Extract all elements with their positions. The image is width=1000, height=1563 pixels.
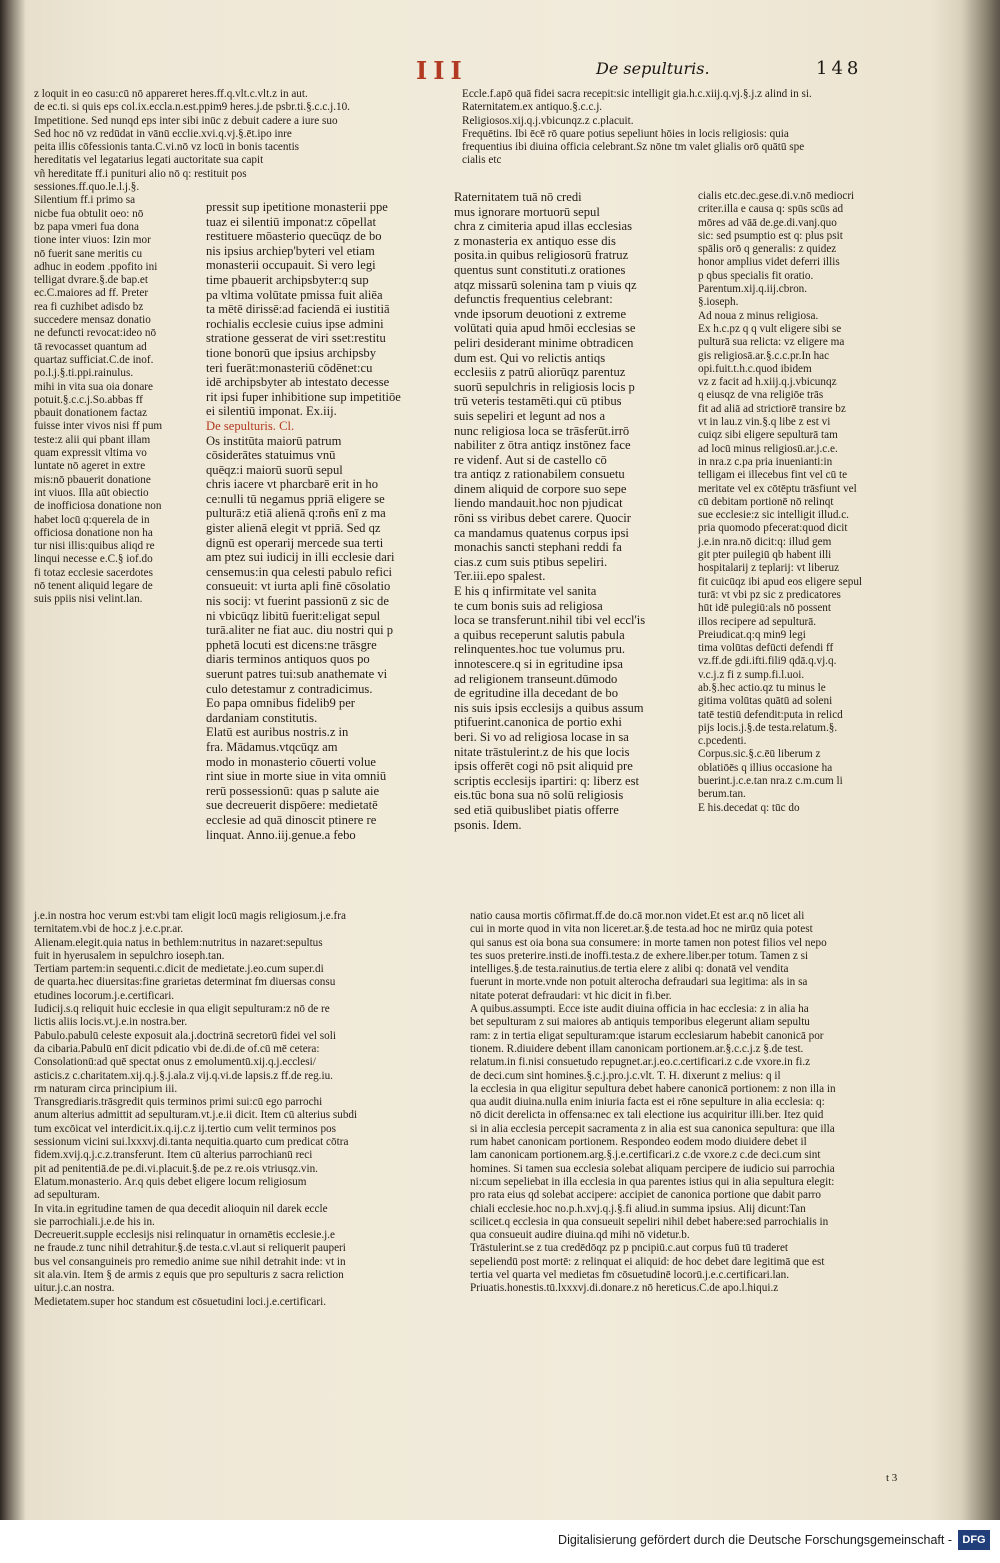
gloss-line: cū debitam portionē nō relinqt bbox=[698, 495, 834, 508]
gloss-line: fuisse inter vivos nisi ff pum bbox=[34, 420, 163, 433]
text-line: pa vltima volūtate pmissa fuit aliēa bbox=[206, 287, 383, 302]
text-line: nis socij: vt fuerint passionū z sic de bbox=[206, 594, 389, 609]
gloss-line: A quibus.assumpti. Ecce iste audit diuina officia in hac ecclesia: z in alia ha bbox=[470, 1003, 809, 1016]
text-line: nis suis ipsis ecclesijs a quibus assum bbox=[454, 700, 644, 715]
text-line: sue decreuerit dispōere: medietatē bbox=[206, 798, 378, 813]
dfg-logo-icon: DFG bbox=[958, 1530, 990, 1550]
gloss-line: habet locū q:querela de in bbox=[34, 513, 150, 526]
gloss-line: Priuatis.honestis.tū.lxxxvj.di.donare.z nō hereticus.C.de apo.l.hiqui.z bbox=[470, 1282, 779, 1295]
gloss-line: telligat dvrare.§.de bap.et bbox=[34, 274, 148, 287]
gloss-line: linqui necesse e.C.§ iof.do bbox=[34, 553, 153, 566]
gloss-line: git pter puilegiū qb habent illi bbox=[698, 549, 832, 562]
gloss-line: ne defuncti revocat:ideo nō bbox=[34, 327, 157, 340]
text-line: suis sepeliri et legunt ad nos a bbox=[454, 408, 606, 423]
text-line: Raternitatem tuā nō credi bbox=[454, 190, 582, 204]
gloss-line: Sed hoc nō vz redūdat in vānū ecclie.xvi.q.vj.§.ēt.ipo inre bbox=[34, 127, 292, 140]
text-line: dinem aliquid de corpore suo sepe bbox=[454, 481, 627, 496]
gloss-line: hereditatis vel legatarius legati auctoritate sua capit bbox=[34, 154, 264, 167]
running-head bbox=[26, 56, 966, 86]
text-line: quēqz:i maiorū suorū sepul bbox=[206, 462, 343, 477]
gloss-line: cui in morte quod in vita non liceret.ar.§.de testa.ad hoc ne mirūz quia potest bbox=[470, 923, 813, 936]
gloss-line: ad sepulturam. bbox=[34, 1189, 100, 1202]
gloss-line: bus vel consanguineis pro remedio anime sue nihil detrahit inde: vt in bbox=[34, 1255, 346, 1268]
text-line: beri. Si vo ad religiosa locase in sa bbox=[454, 729, 629, 744]
gloss-line: tur nisi illis:quibus aliqd re bbox=[34, 540, 155, 553]
gloss-line: tertia vel quarta vel medietas fm cōsuetudinē locorū.j.e.c.certificari.lan. bbox=[470, 1269, 790, 1282]
text-line: innotescere.q si in egritudine ipsa bbox=[454, 657, 623, 671]
text-line: z monasteria ex antiquo esse dis bbox=[454, 233, 616, 248]
text-line: restituere mōasterio quecūqz de bo bbox=[206, 229, 382, 244]
gloss-line: ram: z in tertia eligat sepulturam:que istarum ecclesiarum habebit canonicā por bbox=[470, 1029, 824, 1042]
gloss-line: fi totaz ecclesie sacerdotes bbox=[34, 566, 153, 579]
text-line: psonis. Idem. bbox=[454, 817, 522, 832]
gloss-line: Silentium ff.i primo sa bbox=[34, 194, 136, 207]
gloss-line: in nra.z c.pa pria inuenianti:in bbox=[698, 455, 833, 468]
gloss-line: succedere mensaz donatio bbox=[34, 314, 151, 327]
gloss-line: Decreuerit.supple ecclesijs nisi relinquatur in ornamētis ecclesie.j.e bbox=[34, 1229, 336, 1242]
gloss-line: Alienam.elegit.quia natus in bethlem:nutritus in nazaret:sepultus bbox=[34, 936, 323, 949]
gloss-line: etudines locorum.j.e.certificari. bbox=[34, 989, 175, 1002]
gloss-line: ad locū minus religiosū.ar.j.c.e. bbox=[698, 442, 838, 455]
gloss-line: tione inter viuos: Izin mor bbox=[34, 234, 151, 247]
gloss-line: §.ioseph. bbox=[698, 296, 739, 309]
text-line: Eo papa omnibus fidelib9 per bbox=[206, 696, 355, 711]
gloss-line: hūt idē pulegiū:als nō possent bbox=[698, 602, 831, 615]
gloss-right-top bbox=[462, 88, 902, 168]
gloss-line: Medietatem.super hoc standum est cōsuetudini loci.j.e.certificari. bbox=[34, 1295, 327, 1308]
text-line: cōsiderātes statuimus vnū bbox=[206, 448, 336, 463]
gloss-line: Religiosos.xij.q.j.vbicunqz.z c.placuit. bbox=[462, 114, 634, 127]
gloss-line: spālis orō q generalis: z quidez bbox=[698, 243, 837, 256]
gloss-line: vñ hereditate ff.i punituri alio nō q: restituit pos bbox=[34, 167, 247, 180]
text-line: time pbauerit archipsbyter:q sup bbox=[206, 272, 369, 287]
gloss-line: tes suos preterire.insti.de inoffi.testa.z de exhere.liber.per totum. Tamen z si bbox=[470, 949, 809, 962]
text-line: de egritudine illa decedant de bo bbox=[454, 686, 619, 701]
text-line: ad religionem transeunt.dūmodo bbox=[454, 671, 618, 686]
text-line: censemus:in qua celesti pabulo refici bbox=[206, 564, 393, 579]
gloss-line: Pabulo.pabulū celeste exposuit ala.j.doctrinā secretorū fidei vel soli bbox=[34, 1029, 336, 1042]
text-line: tuaz ei silentiū imponat:z cōpellat bbox=[206, 214, 376, 229]
gloss-line: si in alia ecclesia percepit sacramenta z in alia est sua canonica sepultura: que illa bbox=[470, 1122, 835, 1135]
gloss-line: rum habet canonicam portionem. Respondeo eodem modo diuidere debet il bbox=[470, 1136, 807, 1149]
text-line: monachis sancti stephani reddi fa bbox=[454, 540, 622, 555]
text-line: E his q infirmitate vel sanita bbox=[454, 584, 597, 599]
gloss-line: hospitalarij z teplarij: vt liberuz bbox=[698, 562, 840, 575]
text-line: defunctis frequentius celebrant: bbox=[454, 292, 613, 307]
text-line: pressit sup ipetitione monasterii ppe bbox=[206, 200, 388, 214]
gloss-line: gis religiosā.ar.§.c.c.pr.In hac bbox=[698, 349, 830, 362]
gloss-right-column bbox=[698, 190, 893, 815]
gloss-line: Eccle.f.apō quā fidei sacra recepit:sic intelligit gia.h.c.xiij.q.vj.§.j.z alind in si. bbox=[462, 88, 812, 100]
gloss-line: mōres ad vāā de.ge.di.vanj.quo bbox=[698, 216, 837, 229]
page-edge-shadow bbox=[960, 0, 1000, 1520]
gloss-line: ni:cum sepeliebat in illa ecclesia in qua parentes istius qui in alia sepultura elegit: bbox=[470, 1175, 835, 1188]
gloss-line: nicbe fua obtulit oeo: nō bbox=[34, 207, 144, 220]
gloss-line: Impetitione. Sed nunqd eps inter sibi inūc z debuit cadere a iure suo bbox=[34, 114, 338, 127]
gloss-line: bz papa vmeri fua dona bbox=[34, 220, 139, 233]
text-line: Ter.iii.epo spalest. bbox=[454, 569, 546, 584]
gloss-line: ec.C.maiores ad ff. Preter bbox=[34, 287, 149, 300]
text-line: idē archipsbyter ab intestato decesse bbox=[206, 375, 390, 390]
text-line: pulturā:z etiā alienā q:roñs enī z ma bbox=[206, 506, 386, 521]
footer-credit: Digitalisierung gefördert durch die Deutsche Forschungsgemeinschaft - bbox=[558, 1533, 952, 1547]
gloss-line: telligam ei illecebus fint vel cū te bbox=[698, 469, 848, 482]
gloss-line: sue ecclesie:z sic intelligit illud.c. bbox=[698, 509, 849, 522]
gloss-line: Trāstulerint.se z tua credēdōqz pz p pncipiū.c.aut corpus fuū tū traderet bbox=[470, 1242, 789, 1255]
gloss-line: p qbus specialis fit oratio. bbox=[698, 269, 814, 282]
gloss-line: de quarta.hec diuersitas:fine grarietas determinat fm diuersas consu bbox=[34, 976, 336, 989]
gloss-line: relatum.in fi.nisi consuetudo repugnet.ar.j.eo.c.certificari.z c.de vxore.in fi.z bbox=[470, 1056, 811, 1069]
gloss-line: Iudicij.s.q reliquit huic ecclesie in qua eligit sepulturam:z nō de re bbox=[34, 1003, 330, 1016]
text-line: ipsis offerēt cogi nō psit aliquid pre bbox=[454, 759, 633, 774]
text-line: dignū est operarij mercede sua terti bbox=[206, 535, 384, 550]
text-line: tra antiqz z rationabilem consuetu bbox=[454, 467, 625, 482]
gloss-line: Parentum.xij.q.iij.cbron. bbox=[698, 283, 808, 296]
gloss-line: pit ad penitentiā.de pe.di.vi.placuit.§.de pe.z re.ois vtriusqz.vin. bbox=[34, 1162, 318, 1175]
text-line: Elatū est auribus nostris.z in bbox=[206, 725, 349, 740]
gloss-line: Frequētins. Ibi ēcē rō quare potius sepeliunt hōies in locis religiosis: quia bbox=[462, 127, 789, 140]
gloss-line: tā revocasset quantum ad bbox=[34, 340, 147, 353]
gloss-line: potuit.§.c.c.j.So.abbas ff bbox=[34, 393, 143, 406]
text-line: suerunt patres tui:sub anathemate vi bbox=[206, 667, 388, 681]
gloss-bottom-left bbox=[34, 910, 454, 1309]
gloss-line: pbauit donationem factaz bbox=[34, 407, 148, 420]
text-line: mus ignorare mortuorū sepul bbox=[454, 204, 600, 219]
gloss-line: q eiusqz de vna religiōe trās bbox=[698, 389, 824, 402]
signature-mark: t 3 bbox=[886, 1472, 898, 1484]
gloss-line: qua audit diuina.nulla enim iniuria facta est ei rōne sepulture in alia ecclesia: q: bbox=[470, 1096, 825, 1109]
text-line: chris iacere vt pharcbarē erit in ho bbox=[206, 477, 379, 492]
gloss-line: lictis aliis locis.vt.j.e.in nostra.ber. bbox=[34, 1016, 188, 1029]
gloss-line: uitur.j.c.an nostra. bbox=[34, 1282, 115, 1295]
gloss-line: anum alterius admittit ad sepulturam.vt.j.e.ii dicit. Item cū alterius subdi bbox=[34, 1109, 358, 1122]
gloss-line: qui sanus est oia bona sua consumere: in morte tamen non potest filios vel nepo bbox=[470, 936, 827, 949]
gloss-line: sessiones.ff.quo.le.l.j.§. bbox=[34, 181, 140, 194]
gloss-line: v.c.j.z fi z sump.fi.l.uoi. bbox=[698, 668, 805, 681]
text-column-a bbox=[206, 200, 446, 842]
text-line: fra. Mādamus.vtqcūqz am bbox=[206, 739, 338, 754]
gloss-line: oblatiōēs q illius occasione ha bbox=[698, 761, 833, 774]
running-title: De sepulturis. bbox=[596, 59, 710, 78]
text-line: relinquentes.hoc tue volumus pru. bbox=[454, 642, 626, 657]
gloss-line: sepeliendū post mortē: z relinquat ei aliquid: de hoc debet dare legitimā que est bbox=[470, 1255, 825, 1268]
text-line: sed etiā quibuslibet piatis offerre bbox=[454, 802, 619, 817]
gloss-line: j.e.in nostra hoc verum est:vbi tam eligit locū magis religiosum.j.e.fra bbox=[34, 910, 346, 922]
gloss-line: teste:z alii qui pbant illam bbox=[34, 433, 151, 446]
gloss-line: E his.decedat q: tūc do bbox=[698, 801, 800, 814]
text-line: dardaniam constitutis. bbox=[206, 710, 318, 725]
text-line: consueuit: vt iurta apli finē cōsolatio bbox=[206, 579, 391, 594]
text-line: culo detestamur z contradicimus. bbox=[206, 681, 373, 696]
gloss-line: Consolationū:ad quē spectat onus z emolumentū.xij.q.j.ecclesi/ bbox=[34, 1056, 316, 1069]
gloss-line: illos recipere ad sepulturā. bbox=[698, 615, 817, 628]
text-line: peliri desiderant minime obtradicen bbox=[454, 335, 634, 350]
text-line: eis.tūc bona sua nō solū religiosis bbox=[454, 788, 624, 803]
text-column-b bbox=[454, 190, 684, 832]
text-line: trū veteris testamēti.qui cū ptibus bbox=[454, 394, 622, 409]
text-line: stratione gesserat de viri sset:restitu bbox=[206, 331, 386, 346]
gloss-line: fuerunt in morte.vnde non potuit alterocha defraudari sua legitima: als in sa bbox=[470, 976, 808, 989]
gloss-line: pulturā sua relicta: vz eligere ma bbox=[698, 336, 845, 349]
text-line: ca mandamus quatenus corpus ipsi bbox=[454, 525, 629, 540]
text-line: diaris terminos antiquos quos po bbox=[206, 652, 370, 667]
text-line: ecclesie ad quā dinoscit ptinere re bbox=[206, 812, 377, 827]
text-line: dum est. Qui vo relictis antiqs bbox=[454, 350, 606, 365]
text-line: nis ipsius archiep'byteri vel etiam bbox=[206, 243, 375, 258]
gloss-line: pijs locis.j.§.de testa.relatum.§. bbox=[698, 721, 838, 734]
gloss-line: buerint.j.c.e.tan nra.z c.m.cum li bbox=[698, 775, 843, 788]
text-line: ni vbicūqz libitū fuerit:eligat sepul bbox=[206, 608, 381, 623]
gloss-line: honor amplius videt deferri illis bbox=[698, 256, 840, 269]
text-line: ei silentiū imponat. Ex.iij. bbox=[206, 404, 337, 419]
gloss-line: la ecclesia in qua eligitur sepultura debet habere canonicā portionem: z non illa in bbox=[470, 1082, 836, 1095]
gloss-line: homines. Si tamen sua ecclesia solebat aliquam percipere de iudicio sui parrochia bbox=[470, 1162, 835, 1175]
text-line: a quibus receperunt salutis pabula bbox=[454, 627, 625, 642]
gloss-line: Corpus.sic.§.c.ēū liberum z bbox=[698, 748, 821, 761]
gloss-line: criter.illa e causa q: spūs scūs ad bbox=[698, 203, 844, 216]
gloss-line: nō dicit derelicta in offensa:nec ex tali electione ius acquiritur illi.ber. Itez quid bbox=[470, 1109, 824, 1122]
text-line: rochialis ecclesie cuius ipse admini bbox=[206, 316, 384, 331]
text-line: te cum bonis suis ad religiosa bbox=[454, 598, 603, 613]
gloss-line: pria quomodo pfecerat:quod dicit bbox=[698, 522, 848, 535]
text-line: vnde ipsorum deuotioni z extreme bbox=[454, 306, 627, 321]
gloss-line: de ec.ti. si quis eps col.ix.eccla.n.est.ppim9 heres.j.de psbr.ti.§.c.c.j.10. bbox=[34, 101, 350, 114]
text-line: linquat. Anno.iij.genue.a febo bbox=[206, 827, 356, 842]
gloss-line: ne fraude.z tunc nihil detrahitur.§.de testa.c.vl.aut si reliquerit pauperi bbox=[34, 1242, 346, 1255]
gloss-line: gitima volūtas quātū ad soleni bbox=[698, 695, 833, 708]
text-line: modo in monasterio cōuerti volue bbox=[206, 754, 376, 769]
gloss-line: cuiqz sibi eligere sepulturā tam bbox=[698, 429, 838, 442]
gloss-line: pro rata eius qd solebat accipere: accipiet de canonica portione que dabit parro bbox=[470, 1189, 822, 1202]
gloss-line: fidem.xvij.q.j.c.z.transferunt. Item cū alterius parrochianū reci bbox=[34, 1149, 313, 1162]
gloss-line: mihi in vita sua oia donare bbox=[34, 380, 153, 393]
gloss-line: po.l.j.§.ti.ppi.rainulus. bbox=[34, 367, 134, 380]
gloss-line: nitate poterat defraudari: vt hic dicit in fi.ber. bbox=[470, 989, 672, 1002]
gloss-line: luntate nō ageret in extre bbox=[34, 460, 146, 473]
gloss-line: quartaz sufficiat.C.de inof. bbox=[34, 353, 154, 366]
gloss-line: scilicet.q ecclesia in qua consueuit sepeliri nihil debet habere:sed parrochialis in bbox=[470, 1215, 829, 1228]
book-page bbox=[26, 40, 966, 1500]
text-line: re videnf. Aut si de castello cō bbox=[454, 452, 607, 467]
gloss-line: vt in lau.z vin.§.q libe z est vi bbox=[698, 416, 831, 429]
gloss-line: Ex h.c.pz q q vult eligere sibi se bbox=[698, 322, 842, 335]
gloss-line: rm naturam circa principium iii. bbox=[34, 1082, 178, 1095]
gloss-line: vz z facit ad h.xiij.q.j.vbicunqz bbox=[698, 376, 837, 389]
gloss-line: turā: vt vbi pz sic z predicatores bbox=[698, 588, 841, 601]
text-line: nunc religiosa loca se trāsferūt.irrō bbox=[454, 423, 630, 438]
gloss-line: Raternitatem.ex antiquo.§.c.c.j. bbox=[462, 101, 603, 114]
gloss-line: fit cuicūqz ibi apud eos eligere sepul bbox=[698, 575, 863, 588]
text-line: rerū possessionū: quas p salute aie bbox=[206, 783, 380, 798]
gloss-line: chiali ecclesie.hoc no.p.h.xvj.q.j.§.fi aliud.in summa ipsius. Alij dicunt:Tan bbox=[470, 1202, 806, 1215]
text-line: turā.aliter ne fiat auc. diu nostri qui p bbox=[206, 623, 394, 638]
text-line: teri fuerāt:monasteriū cōdēnet:cu bbox=[206, 360, 373, 375]
gloss-line: tatē testiū defendit:puta in relicd bbox=[698, 708, 843, 721]
gloss-line: lam canonicam portionem.arg.§.j.e.certificari.z c.de vxore.z c.de deci.cum sint bbox=[470, 1149, 821, 1162]
gloss-line: suis ppiis nisi velint.lan. bbox=[34, 593, 143, 606]
gloss-line: quam expressit vltima vo bbox=[34, 447, 147, 460]
gloss-line: In vita.in egritudine tamen de qua decedit alioquin nil darek eccle bbox=[34, 1202, 328, 1215]
text-line: pphetā locuti est dicens:ne trāsgre bbox=[206, 637, 377, 652]
gloss-line: Preiudicat.q:q min9 legi bbox=[698, 628, 806, 641]
gloss-line: sie parrochiali.j.e.de his in. bbox=[34, 1215, 155, 1228]
text-line: ta mētē dirissē:ad faciendā ei iustitiā bbox=[206, 302, 390, 317]
text-line: ce:nulli tū negamus ppriā eligere se bbox=[206, 491, 385, 506]
gloss-line: Tertiam partem:in sequenti.c.dicit de medietate.j.eo.cum super.di bbox=[34, 963, 324, 976]
gloss-line: cialis etc bbox=[462, 154, 502, 167]
gloss-line: natio causa mortis cōfirmat.ff.de do.cā mor.non videt.Et est ar.q nō licet ali bbox=[470, 910, 805, 922]
text-line: rint siue in morte siue in vita omniū bbox=[206, 769, 387, 784]
gloss-line: ab.§.hec actio.qz tu minus le bbox=[698, 681, 826, 694]
digitization-footer bbox=[0, 1520, 1000, 1563]
text-line: monasterii occupauit. Si vero legi bbox=[206, 258, 376, 273]
gloss-line: Elatum.monasterio. Ar.q quis debet eligere locum religiosum bbox=[34, 1175, 307, 1188]
gloss-line: sit ala.vin. Item § de armis z equis que pro sepulturis z sacra reliction bbox=[34, 1269, 344, 1282]
text-line: atqz missarū solenina tam p viuis qz bbox=[454, 277, 637, 292]
gloss-bottom-right bbox=[470, 910, 910, 1296]
text-line: rit ipsi fuper inhibitione sup impetitiōe bbox=[206, 389, 401, 404]
gloss-line: cialis etc.dec.gese.di.v.nō mediocri bbox=[698, 190, 855, 202]
text-line: loca se transferunt.nihil tibi vel eccl'is bbox=[454, 613, 646, 628]
gloss-line: peita illis cōfessionis tanta.C.vi.nō vz locū in bonis tacentis bbox=[34, 141, 300, 154]
gloss-line: officiosa donatione non ha bbox=[34, 526, 153, 539]
gloss-line: Transgrediaris.trāsgredit quis terminos primi sui:cū ego parrochi bbox=[34, 1096, 323, 1109]
gloss-line: nō tenent aliquid legare de bbox=[34, 579, 153, 592]
text-line: rōni ss viribus debet carere. Quocir bbox=[454, 511, 631, 526]
gloss-line: sic: sed psumptio est q: plus psit bbox=[698, 229, 843, 242]
text-line: quentus sunt constituti.z orationes bbox=[454, 262, 626, 277]
gloss-line: int viuos. Illa aūt obiectio bbox=[34, 486, 149, 499]
text-line: cias.z cum suis ptibus sepeliri. bbox=[454, 554, 608, 569]
text-line: tione bonorū que ipsius archipsby bbox=[206, 345, 376, 360]
gloss-line: tima volūtas defūcti defendi ff bbox=[698, 642, 834, 655]
text-line: Os institūta maiorū patrum bbox=[206, 433, 342, 448]
text-line: am ptez sui iudicij in illi ecclesie dari bbox=[206, 550, 395, 565]
gloss-line: asticis.z c.charitatem.xij.q.j.§.j.ala.z vij.q.vi.de lapsis.z ff.de reg.iu. bbox=[34, 1069, 333, 1082]
text-line: posita.in quibus religiosorū fratruz bbox=[454, 248, 629, 263]
text-line: scriptis ecclesijs ipartiri: q: liberz est bbox=[454, 773, 640, 788]
text-line: nitate trāstulerint.z de his que locis bbox=[454, 744, 630, 759]
gloss-line: rea fi cuzhibet adisdo bz bbox=[34, 300, 144, 313]
gloss-line: fuit in hyerusalem in sepulchro ioseph.tan. bbox=[34, 949, 225, 962]
gloss-line: nō fuerit sane meritis cu bbox=[34, 247, 143, 260]
gloss-line: z loquit in eo casu:cū nō appareret heres.ff.q.vlt.c.vlt.z in aut. bbox=[34, 88, 308, 100]
gloss-line: bet sepulturam z sui maiores ab antiquis temporibus elegerunt aliam sepultu bbox=[470, 1016, 810, 1029]
gloss-line: qua consueuit audire diuina.qd mihi nō videtur.b. bbox=[470, 1229, 690, 1242]
folio-roman-numeral: III bbox=[416, 56, 468, 85]
gloss-line: berum.tan. bbox=[698, 788, 746, 801]
gloss-line: opi.fuit.t.h.c.quod ibidem bbox=[698, 362, 812, 375]
text-line: ecclesiis z patrū aliorūqz parentuz bbox=[454, 365, 626, 380]
text-line: suorū sepulchris in religiosis locis p bbox=[454, 379, 635, 394]
rubric-de-sepulturis: De sepulturis. Cl. bbox=[206, 418, 295, 433]
gloss-line: da cibaria.Pabulū enī dicit pdicatio vbi de.di.de of.cū mē cetera: bbox=[34, 1042, 320, 1055]
page-number: 148 bbox=[816, 58, 863, 79]
gloss-line: j.e.in nra.nō dicit:q: illud gem bbox=[698, 535, 832, 548]
gloss-line: Ad noua z minus religiosa. bbox=[698, 309, 819, 322]
gloss-line: fit ad aliā ad strictiorē transire bz bbox=[698, 402, 846, 415]
gloss-line: de inofficiosa donatione non bbox=[34, 500, 162, 513]
text-line: ptifuerint.canonica de portio exhi bbox=[454, 715, 622, 730]
gloss-line: vz.ff.de gdi.ifti.fili9 qdā.q.vj.q. bbox=[698, 655, 837, 668]
gloss-line: ternitatem.vbi de hoc.z j.e.c.pr.ar. bbox=[34, 923, 184, 936]
gloss-line: sessionum vicini sui.lxxxvj.di.tanta nequitia.quarto cum predicat cōtra bbox=[34, 1136, 349, 1149]
gloss-line: c.pcedenti. bbox=[698, 735, 747, 748]
gloss-line: meritate vel ex cōtēptu trāsfiunt vel bbox=[698, 482, 857, 495]
gloss-line: adhuc in eodem .ppofito ini bbox=[34, 260, 158, 273]
text-line: volūtati quia apud hmōi ecclesias se bbox=[454, 321, 636, 336]
gloss-line: mis:nō pbauerit donatione bbox=[34, 473, 151, 486]
text-line: gister alienā elegit vt ppriā. Sed qz bbox=[206, 521, 381, 536]
text-line: nabiliter z ōtra antiqz instōnez face bbox=[454, 438, 631, 453]
gloss-line: tionem. R.diuidere debent illam canonicam portionem.ar.§.c.c.j.z §.de test. bbox=[470, 1042, 804, 1055]
gloss-line: intelliges.§.de testa.rainutius.de tertia elere z alibi q: donatā vel vendita bbox=[470, 963, 789, 976]
text-line: chra z cimiteria apud illas ecclesias bbox=[454, 219, 632, 234]
gloss-line: frequentius ibi diuina officia celebrant.Sz nōne tm valet glialis orō quātū spe bbox=[462, 141, 805, 154]
text-line: liendo mandauit.hoc non pjudicat bbox=[454, 496, 623, 511]
gloss-line: tum excōicat vel interdicit.ix.q.ij.c.z ij.tertio cum velit terminos pos bbox=[34, 1122, 336, 1135]
gloss-line: de deci.cum sint homines.§.c.j.pro.j.c.vlt. T. H. dixerunt z melius: q il bbox=[470, 1069, 781, 1082]
